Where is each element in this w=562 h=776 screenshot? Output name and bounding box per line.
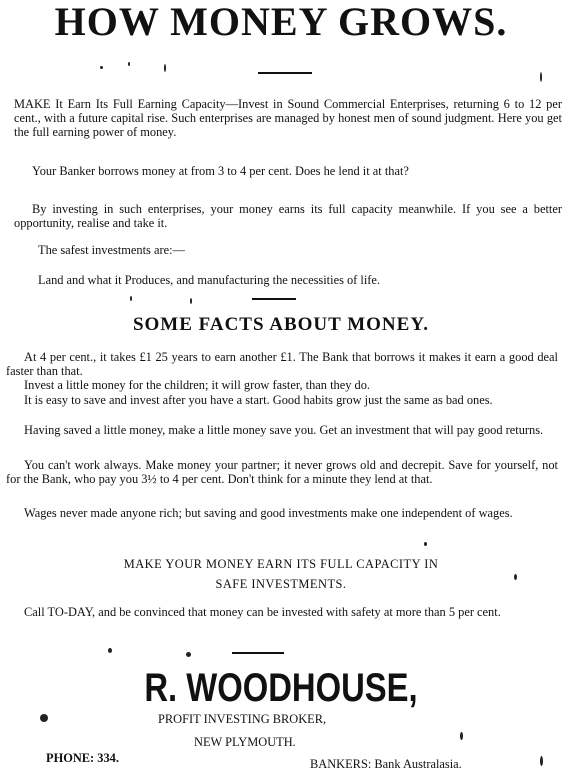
intro-paragraph-3: By investing in such enterprises, your money earns its full capacity meanwhile. If you see a better opportunity, realise and take it. (14, 202, 562, 230)
fact-paragraph-3: It is easy to save and invest after you have a start. Good habits grow just the same as bad ones. (24, 393, 493, 407)
slogan-line-1: MAKE YOUR MONEY EARN ITS FULL CAPACITY IN (123, 557, 439, 571)
intro-paragraph-5: Land and what it Produces, and manufacturing the necessities of life. (38, 273, 381, 287)
scan-speck (130, 296, 132, 301)
scan-speck (128, 62, 130, 66)
advertiser-name: R. WOODHOUSE, (144, 666, 418, 710)
call-to-action: Call TO-DAY, and be convinced that money can be invested with safety at more than 5 per cent. (24, 605, 501, 619)
scan-speck (164, 64, 166, 72)
scan-speck (190, 298, 192, 304)
fact-paragraph-2: Invest a little money for the children; it will grow faster, than they do. (24, 378, 371, 392)
page-title: HOW MONEY GROWS. (54, 0, 508, 44)
advertiser-role: PROFIT INVESTING BROKER, (158, 712, 327, 726)
scan-speck (460, 732, 463, 740)
advertiser-bankers: BANKERS: Bank Australasia. (310, 757, 462, 771)
slogan-line-2: SAFE INVESTMENTS. (215, 577, 347, 591)
intro-paragraph-1: MAKE It Earn Its Full Earning Capacity—Invest in Sound Commercial Enterprises, returning 6 to 12 per cent., with a future capital rise. Such enterprises are managed by honest men of sound judgment. Here you get the full earning power of money. (14, 97, 562, 139)
fact-paragraph-4: Having saved a little money, make a little money save you. Get an investment that will pay good returns. (24, 423, 544, 437)
fact-paragraph-1: At 4 per cent., it takes £1 25 years to earn another £1. The Bank that borrows it makes it earn a good deal faster than that. (6, 350, 558, 378)
scan-speck (108, 648, 112, 653)
scan-speck (540, 756, 543, 766)
divider-rule (232, 652, 284, 654)
scan-speck (186, 652, 191, 657)
facts-heading: SOME FACTS ABOUT MONEY. (132, 314, 430, 335)
scan-speck (540, 72, 542, 82)
divider-rule (252, 298, 296, 300)
fact-paragraph-6: Wages never made anyone rich; but saving and good investments make one independent of wages. (24, 506, 513, 520)
scan-speck (514, 574, 517, 580)
fact-paragraph-5: You can't work always. Make money your partner; it never grows old and decrepit. Save for yourself, not for the Bank, who pay you 3½ to 4 per cent. Don't think for a minute they lend at that. (6, 458, 558, 486)
intro-paragraph-4: The safest investments are:— (38, 243, 185, 257)
intro-paragraph-2: Your Banker borrows money at from 3 to 4 per cent. Does he lend it at that? (32, 164, 409, 178)
advertiser-town: NEW PLYMOUTH. (194, 735, 296, 749)
scan-speck (100, 66, 103, 69)
divider-rule (258, 72, 312, 74)
scan-speck (40, 714, 48, 722)
scan-speck (424, 542, 427, 546)
advertiser-phone: PHONE: 334. (46, 751, 119, 765)
